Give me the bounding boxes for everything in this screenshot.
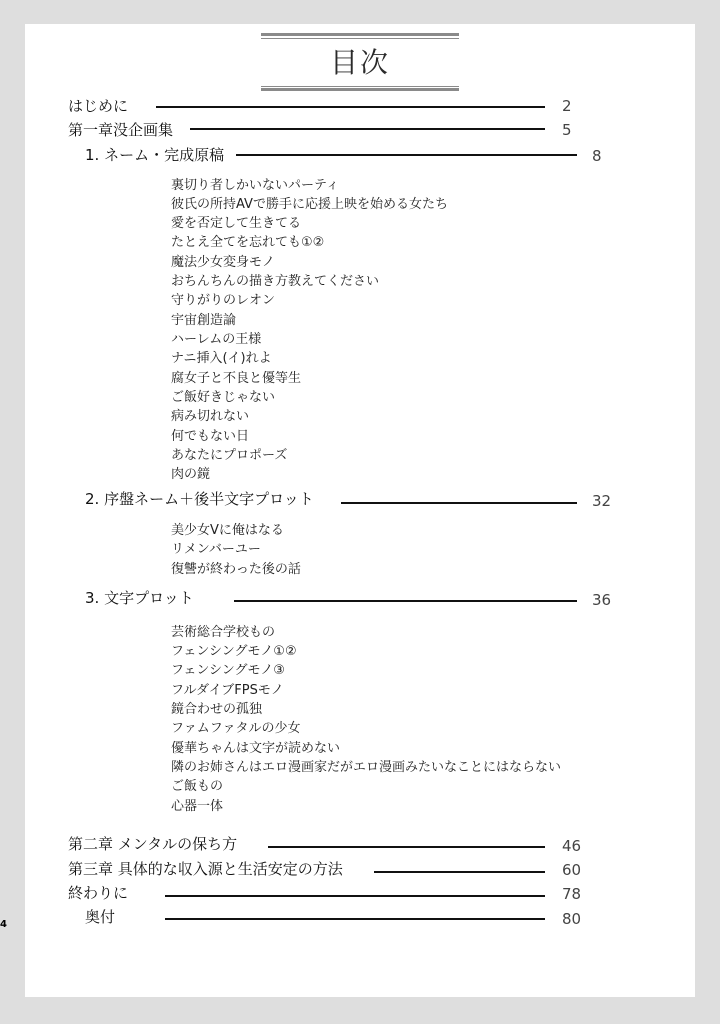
section1-item: 腐女子と不良と優等生 [171, 371, 302, 386]
toc-page-hajimeni: 2 [562, 97, 572, 115]
section3-item: 優華ちゃんは文字が読めない [171, 741, 341, 756]
leader-line [165, 895, 545, 897]
toc-entry-owarini: 終わりに [68, 884, 129, 902]
toc-entry-chapter3: 第三章 具体的な収入源と生活安定の方法 [68, 860, 343, 878]
leader-line [341, 502, 577, 504]
toc-page-owarini: 78 [562, 885, 582, 903]
toc-entry-chapter1: 第一章没企画集 [68, 121, 174, 139]
toc-page-okuzuke: 80 [562, 910, 582, 928]
toc-page-chapter1: 5 [562, 121, 572, 139]
toc-entry-section2: 2. 序盤ネーム＋後半文字プロット [85, 490, 314, 508]
section3-item: ファムファタルの少女 [171, 721, 301, 736]
leader-line [234, 600, 577, 602]
leader-line [165, 918, 545, 920]
section1-item: 何でもない日 [171, 429, 250, 444]
section1-item: おちんちんの描き方教えてください [171, 274, 380, 289]
toc-page-chapter2: 46 [562, 837, 582, 855]
toc-entry-hajimeni: はじめに [68, 97, 129, 115]
leader-line [156, 106, 545, 108]
toc-page-section1: 8 [592, 147, 602, 165]
toc-page-section2: 32 [592, 492, 612, 510]
section1-item: 彼氏の所持AVで勝手に応援上映を始める女たち [171, 197, 448, 212]
section1-item: 病み切れない [171, 409, 250, 424]
toc-entry-okuzuke: 奥付 [85, 908, 116, 926]
section3-item: フルダイブFPSモノ [171, 683, 284, 698]
section2-item: 美少女Vに俺はなる [171, 523, 284, 538]
section3-item: 鏡合わせの孤独 [171, 702, 263, 717]
section1-item: ご飯好きじゃない [171, 390, 276, 405]
section3-item: フェンシングモノ③ [171, 663, 285, 678]
section1-item: 守りがりのレオン [171, 293, 276, 308]
toc-page-section3: 36 [592, 591, 612, 609]
title-bottom-rule-thin [261, 86, 459, 87]
title-top-rule [261, 33, 459, 36]
section3-item: フェンシングモノ①② [171, 644, 297, 659]
toc-entry-chapter2: 第二章 メンタルの保ち方 [68, 835, 238, 853]
toc-entry-section1: 1. ネーム・完成原稿 [85, 146, 225, 164]
section1-item: 裏切り者しかいないパーティ [171, 178, 339, 193]
section3-item: 芸術総合学校もの [171, 625, 276, 640]
leader-line [190, 128, 545, 130]
toc-entry-section3: 3. 文字プロット [85, 589, 194, 607]
section1-item: 宇宙創造論 [171, 313, 237, 328]
section1-item: 魔法少女変身モノ [171, 255, 275, 270]
leader-line [236, 154, 577, 156]
section3-item: ご飯もの [171, 779, 224, 794]
section1-item: 肉の鏡 [171, 467, 211, 482]
document-page [25, 24, 695, 997]
section3-item: 隣のお姉さんはエロ漫画家だがエロ漫画みたいなことにはならない [171, 760, 562, 775]
section1-item: 愛を否定して生きてる [171, 216, 302, 231]
leader-line [374, 871, 545, 873]
title-bottom-rule [261, 88, 459, 91]
page-number: 4 [0, 919, 7, 930]
section3-item: 心器一体 [171, 799, 224, 814]
leader-line [268, 846, 545, 848]
toc-page-chapter3: 60 [562, 861, 582, 879]
toc-title-block [261, 33, 459, 89]
section1-item: たとえ全てを忘れても①② [171, 235, 325, 250]
section2-item: リメンバーユー [171, 542, 261, 557]
section1-item: ハーレムの王様 [171, 332, 262, 347]
page-title: 目次 [329, 46, 390, 79]
section2-item: 復讐が終わった後の話 [171, 562, 301, 577]
section1-item: あなたにプロポーズ [171, 448, 288, 463]
section1-item: ナニ挿入(イ)れよ [171, 351, 272, 366]
title-top-rule-thin [261, 38, 459, 39]
